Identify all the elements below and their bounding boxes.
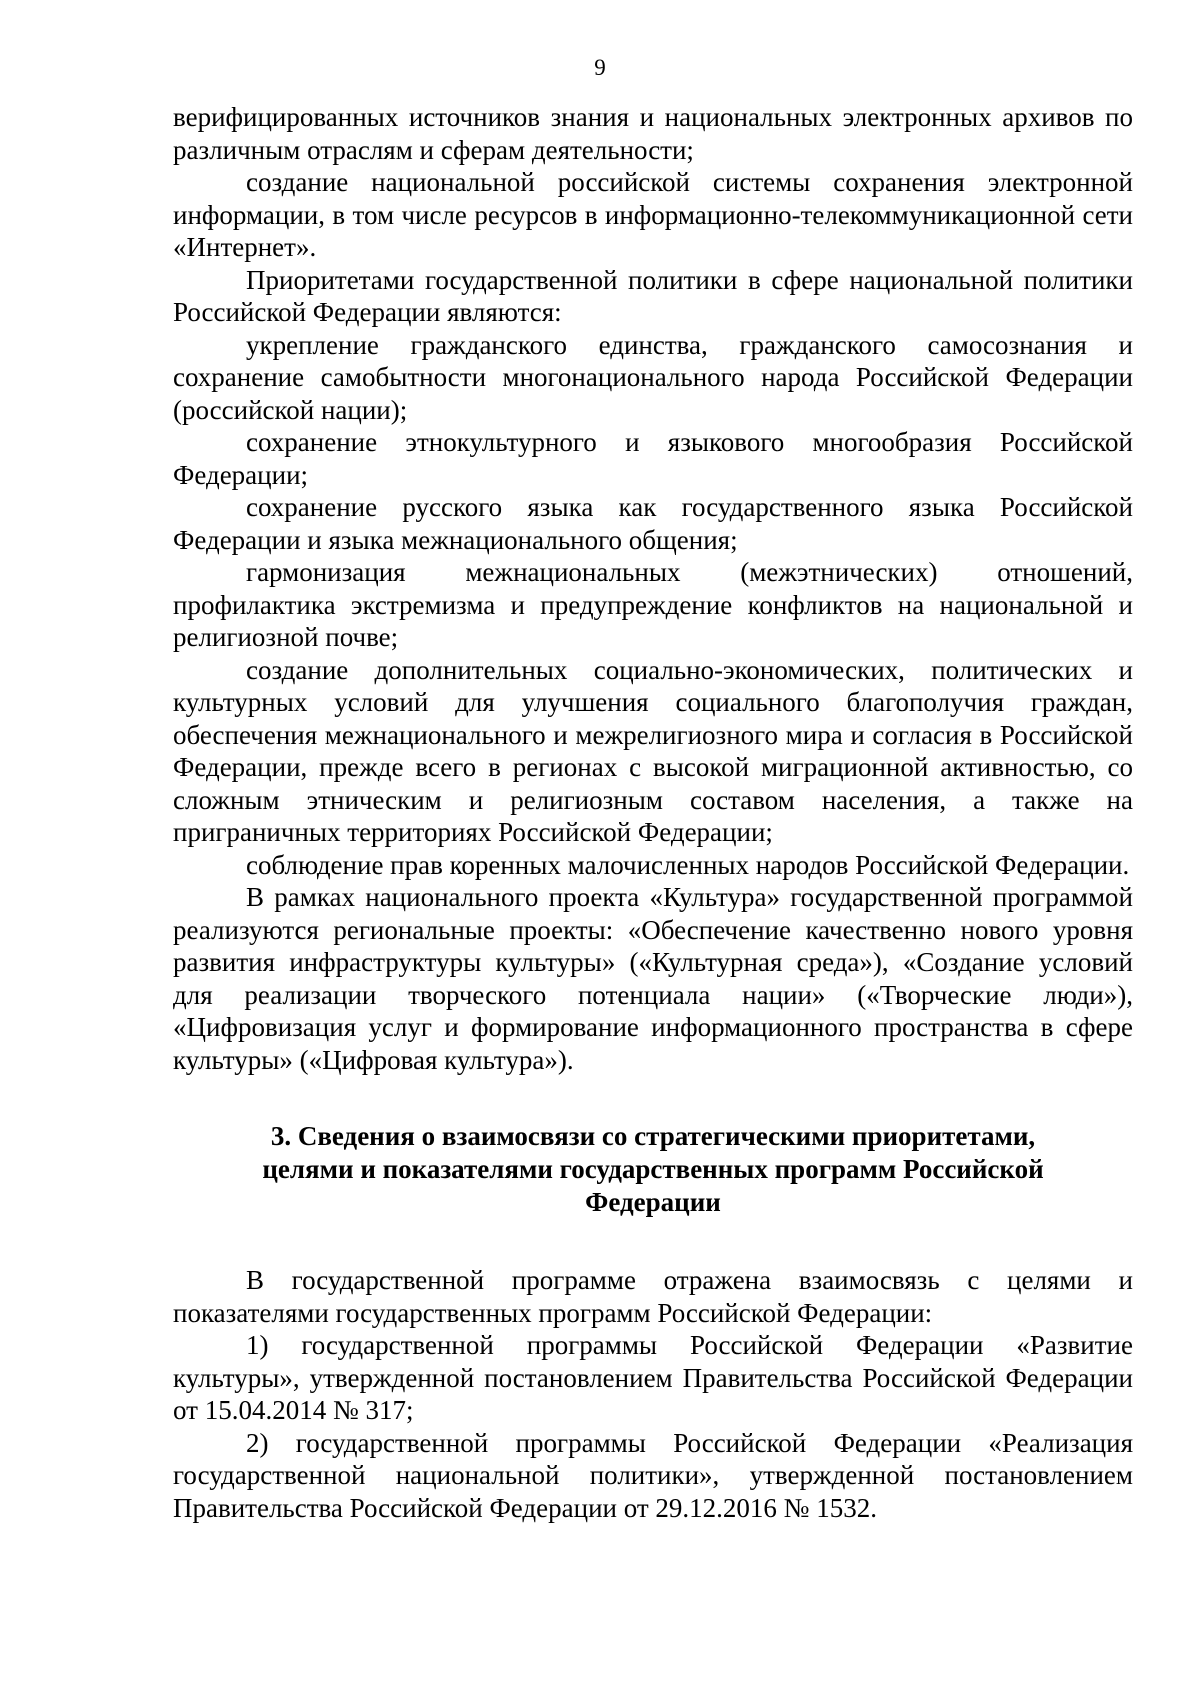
paragraph-continuation: верифицированных источников знания и национальных электронных архивов по различным отраслям и сферам деятельности; xyxy=(173,102,1133,165)
section-3-heading xyxy=(173,1120,1133,1219)
section-3-heading-line: целями и показателями государственных программ Российской xyxy=(262,1154,1044,1184)
paragraph-ethnocultural-diversity: сохранение этнокультурного и языкового многообразия Российской Федерации; xyxy=(173,427,1133,490)
paragraph-culture-national-project: В рамках национального проекта «Культура» государственной программой реализуются региональные проекты: «Обеспечение качественно нового уровня развития инфраструктуры культуры» («Культурная среда»), «Создание условий для реализации творческого потенциала нации» («Творческие люди»), «Цифровизация услуг и формирование информационного пространства в сфере культуры» («Цифровая культура»). xyxy=(173,882,1133,1075)
page-number: 9 xyxy=(594,55,606,80)
paragraph-interethnic-harmony: гармонизация межнациональных (межэтнических) отношений, профилактика экстремизма и предупреждение конфликтов на национальной и религиозной почве; xyxy=(173,557,1133,652)
paragraph-indigenous-rights: соблюдение прав коренных малочисленных народов Российской Федерации. xyxy=(246,849,1130,880)
paragraph-russian-language: сохранение русского языка как государственного языка Российской Федерации и языка межнационального общения; xyxy=(173,492,1133,555)
section-3-heading-line: Федерации xyxy=(585,1187,721,1217)
section-3-heading-line: 3. Сведения о взаимосвязи со стратегическими приоритетами, xyxy=(270,1121,1036,1151)
paragraph-national-policy-priorities: Приоритетами государственной политики в сфере национальной политики Российской Федерации являются: xyxy=(173,264,1133,327)
paragraph-section-3-intro: В государственной программе отражена взаимосвязь с целями и показателями государственных программ Российской Федерации: xyxy=(173,1265,1133,1328)
list-item-program-culture: 1) государственной программы Российской Федерации «Развитие культуры», утвержденной постановлением Правительства Российской Федерации от 15.04.2014 № 317; xyxy=(173,1330,1133,1425)
paragraph-civic-unity: укрепление гражданского единства, гражданского самосознания и сохранение самобытности многонационального народа Российской Федерации (российской нации); xyxy=(173,329,1133,425)
list-item-program-national-policy: 2) государственной программы Российской Федерации «Реализация государственной национальной политики», утвержденной постановлением Правительства Российской Федерации от 29.12.2016 № 1532. xyxy=(173,1427,1133,1523)
document-body xyxy=(173,101,1133,1524)
paragraph-socioeconomic-conditions: создание дополнительных социально-экономических, политических и культурных условий для улучшения социального благополучия граждан, обеспечения межнационального и межрелигиозного мира и согласия в Российской Федерации, прежде всего в регионах с высокой миграционной активностью, со сложным этническим и религиозным составом населения, а также на приграничных территориях Российской Федерации; xyxy=(173,654,1133,847)
paragraph-electronic-info-preservation: создание национальной российской системы сохранения электронной информации, в том числе ресурсов в информационно-телекоммуникационной сети «Интернет». xyxy=(173,167,1133,262)
